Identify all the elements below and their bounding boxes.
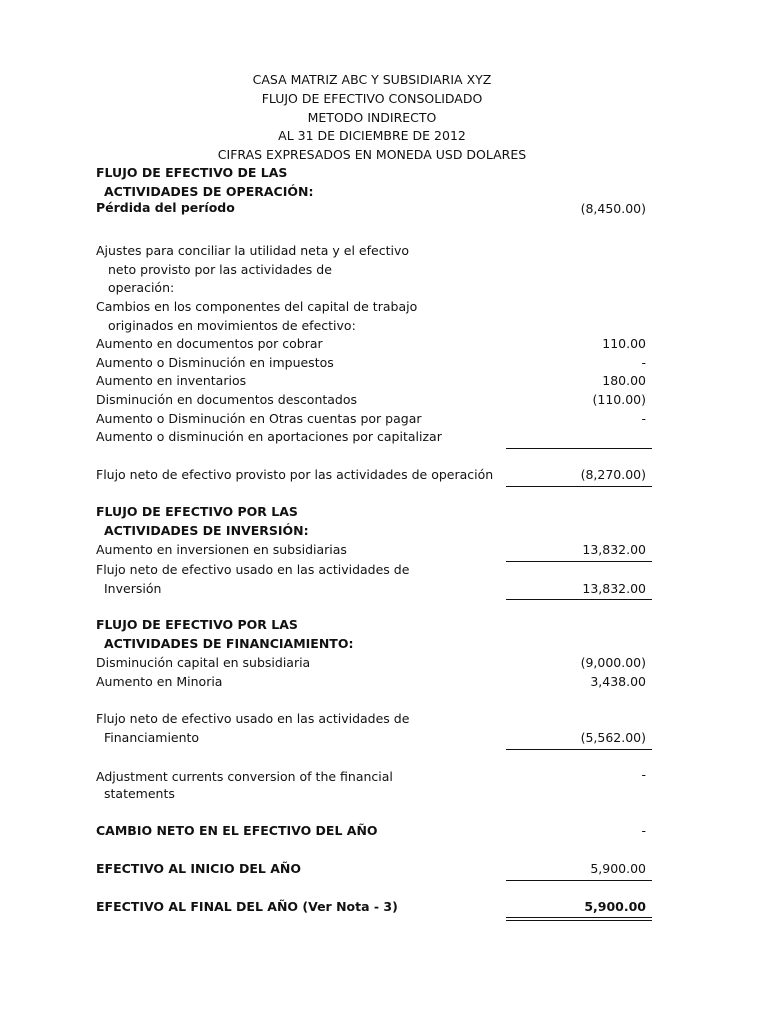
perdida-value: (8,450.00) <box>580 201 646 216</box>
financiamiento-item-label: Aumento en Minoria <box>96 674 223 689</box>
total-rule <box>506 486 652 487</box>
financiamiento-neto-label-1: Flujo neto de efectivo usado en las actividades de <box>96 711 410 726</box>
efectivo-final-value: 5,900.00 <box>584 899 646 914</box>
perdida-label: Pérdida del período <box>96 200 235 215</box>
section-subtitle-operacion: ACTIVIDADES DE OPERACIÓN: <box>104 184 314 199</box>
double-total-rule <box>506 917 652 921</box>
financiamiento-neto-value: (5,562.00) <box>580 730 646 745</box>
header-method: METODO INDIRECTO <box>307 110 437 125</box>
cambio-neto-value: - <box>641 823 646 838</box>
header-currency: CIFRAS EXPRESADOS EN MONEDA USD DOLARES <box>217 147 527 162</box>
operacion-item-value: - <box>641 411 646 426</box>
adjustment-value: - <box>641 767 646 782</box>
financiamiento-item-value: 3,438.00 <box>590 674 646 689</box>
ajustes-line-2: neto provisto por las actividades de <box>108 262 332 277</box>
adjustment-label-2: statements <box>104 786 175 801</box>
subtotal-rule <box>506 448 652 449</box>
section-title-operacion: FLUJO DE EFECTIVO DE LAS <box>96 165 288 180</box>
financiamiento-item-label: Disminución capital en subsidiaria <box>96 655 311 670</box>
efectivo-inicio-value: 5,900.00 <box>590 861 646 876</box>
inversion-neto-label-1: Flujo neto de efectivo usado en las actividades de <box>96 562 410 577</box>
header-company: CASA MATRIZ ABC Y SUBSIDIARIA XYZ <box>252 72 492 87</box>
total-rule <box>506 749 652 750</box>
inversion-neto-label-2: Inversión <box>104 581 162 596</box>
operacion-neto-value: (8,270.00) <box>580 467 646 482</box>
operacion-item-value: (110.00) <box>592 392 646 407</box>
adjustment-label-1: Adjustment currents conversion of the financial <box>96 769 393 784</box>
efectivo-inicio-label: EFECTIVO AL INICIO DEL AÑO <box>96 861 301 876</box>
inversion-item-label: Aumento en inversionen en subsidiarias <box>96 542 347 557</box>
subtotal-rule <box>506 561 652 562</box>
cambios-line-1: Cambios en los componentes del capital de trabajo <box>96 299 418 314</box>
operacion-item-label: Disminución en documentos descontados <box>96 392 358 407</box>
operacion-item-label: Aumento o Disminución en Otras cuentas por pagar <box>96 411 422 426</box>
header-statement-title: FLUJO DE EFECTIVO CONSOLIDADO <box>261 91 483 106</box>
operacion-neto-label: Flujo neto de efectivo provisto por las actividades de operación <box>96 467 494 482</box>
operacion-item-label: Aumento o Disminución en impuestos <box>96 355 334 370</box>
efectivo-final-label: EFECTIVO AL FINAL DEL AÑO (Ver Nota - 3) <box>96 899 398 914</box>
operacion-item-label: Aumento o disminución en aportaciones por capitalizar <box>96 429 442 444</box>
section-subtitle-inversion: ACTIVIDADES DE INVERSIÓN: <box>104 523 309 538</box>
operacion-item-value: 180.00 <box>602 373 646 388</box>
inversion-item-value: 13,832.00 <box>582 542 646 557</box>
operacion-item-value: 110.00 <box>602 336 646 351</box>
inversion-neto-value: 13,832.00 <box>582 581 646 596</box>
operacion-item-label: Aumento en inventarios <box>96 373 247 388</box>
subtotal-rule <box>506 880 652 881</box>
cambios-line-2: originados en movimientos de efectivo: <box>108 318 356 333</box>
section-title-inversion: FLUJO DE EFECTIVO POR LAS <box>96 504 298 519</box>
header-date: AL 31 DE DICIEMBRE DE 2012 <box>278 128 466 143</box>
financiamiento-item-value: (9,000.00) <box>580 655 646 670</box>
operacion-item-value: - <box>641 355 646 370</box>
section-subtitle-financiamiento: ACTIVIDADES DE FINANCIAMIENTO: <box>104 636 354 651</box>
total-rule <box>506 599 652 600</box>
cambio-neto-label: CAMBIO NETO EN EL EFECTIVO DEL AÑO <box>96 823 378 838</box>
operacion-item-label: Aumento en documentos por cobrar <box>96 336 323 351</box>
ajustes-line-3: operación: <box>108 280 175 295</box>
section-title-financiamiento: FLUJO DE EFECTIVO POR LAS <box>96 617 298 632</box>
ajustes-line-1: Ajustes para conciliar la utilidad neta y el efectivo <box>96 243 409 258</box>
financiamiento-neto-label-2: Financiamiento <box>104 730 200 745</box>
